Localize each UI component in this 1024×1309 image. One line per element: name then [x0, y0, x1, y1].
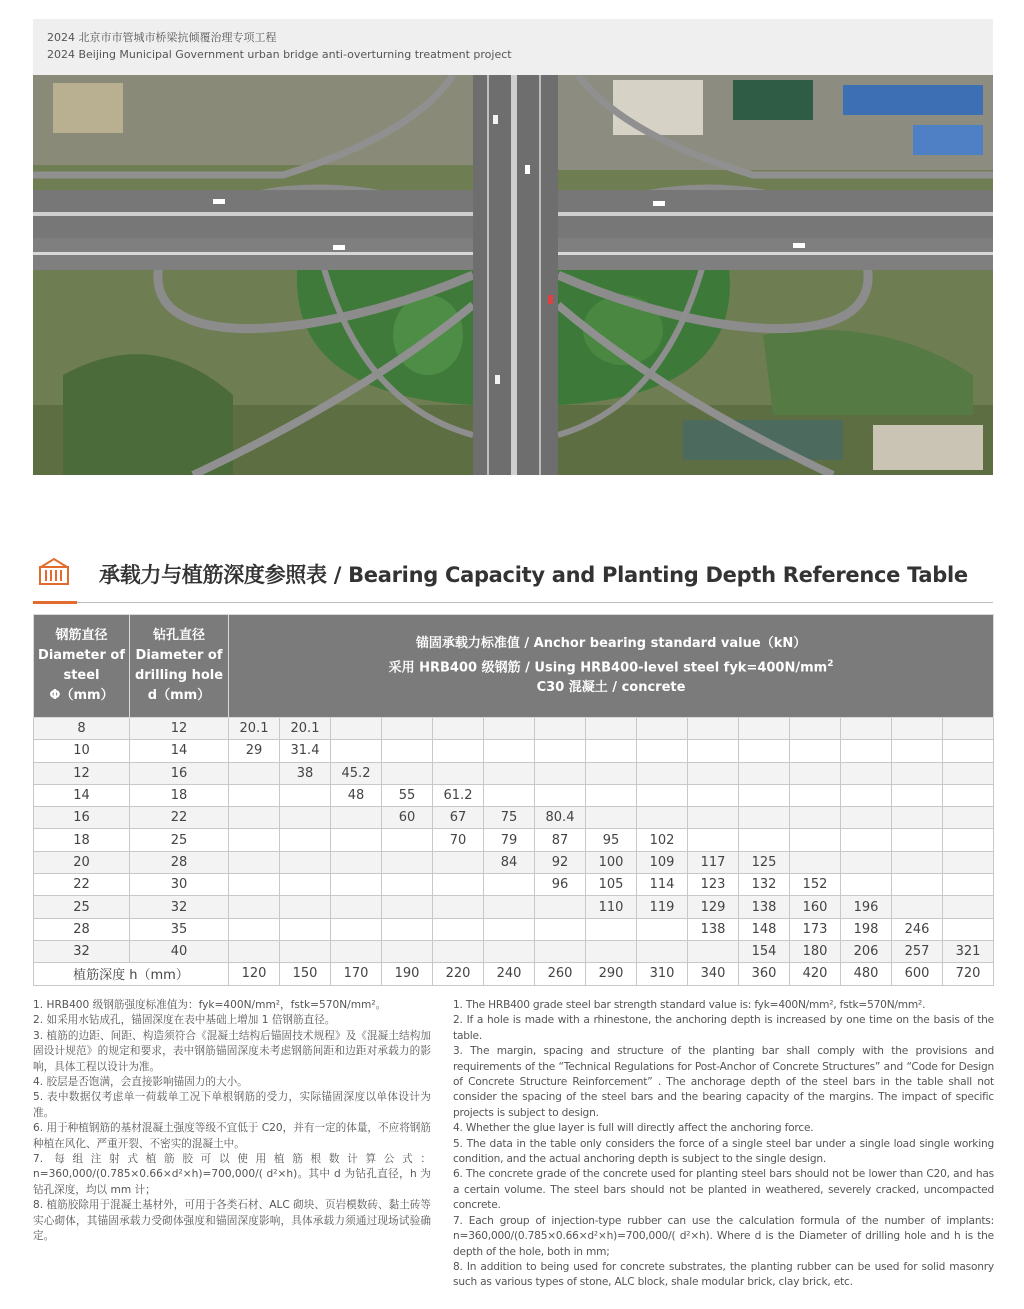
notes-chinese [33, 998, 431, 1245]
table-row [34, 762, 994, 784]
bearing-value-cell [688, 940, 739, 962]
interchange-illustration [33, 75, 993, 475]
bearing-value-cell [841, 874, 892, 896]
planting-depth-cell: 240 [484, 963, 535, 985]
bearing-value-cell [841, 851, 892, 873]
bearing-value-cell [841, 740, 892, 762]
bearing-value-cell [841, 762, 892, 784]
table-row [34, 784, 994, 806]
bearing-value-cell [535, 918, 586, 940]
bearing-value-cell: 105 [586, 874, 637, 896]
bearing-value-cell [382, 874, 433, 896]
bearing-value-cell [331, 718, 382, 740]
steel-diameter-cell: 16 [34, 807, 130, 829]
planting-depth-label: 植筋深度 h（mm） [34, 963, 229, 985]
bearing-value-cell: 110 [586, 896, 637, 918]
planting-depth-cell: 310 [637, 963, 688, 985]
note-item: 5. The data in the table only considers the force of a single steel bar under a single load single working condition, and the actual anchoring depth is subject to the single design. [453, 1137, 994, 1166]
note-item: 6. The concrete grade of the concrete used for planting steel bars should not be lower than C20, and has a certain volume. The steel bars should not be planted in weathered, severely cracked, uncompacted concrete. [453, 1168, 994, 1212]
planting-depth-cell: 340 [688, 963, 739, 985]
bearing-value-cell [892, 851, 943, 873]
bearing-value-cell: 102 [637, 829, 688, 851]
planting-depth-cell: 600 [892, 963, 943, 985]
container-icon [37, 556, 71, 586]
bearing-value-cell: 80.4 [535, 807, 586, 829]
planting-depth-cell: 720 [943, 963, 994, 985]
hole-diameter-cell: 12 [130, 718, 229, 740]
bearing-value-cell [892, 807, 943, 829]
bearing-value-cell [739, 718, 790, 740]
bearing-value-cell: 257 [892, 940, 943, 962]
bearing-value-cell [637, 918, 688, 940]
bearing-value-cell [943, 918, 994, 940]
bearing-value-cell: 129 [688, 896, 739, 918]
bearing-value-cell [841, 784, 892, 806]
bearing-value-cell: 132 [739, 874, 790, 896]
bearing-value-cell [484, 896, 535, 918]
bearing-value-cell [586, 718, 637, 740]
table-row [34, 829, 994, 851]
bearing-value-cell [943, 896, 994, 918]
bearing-value-cell [688, 762, 739, 784]
bearing-value-cell: 75 [484, 807, 535, 829]
bearing-value-cell [790, 807, 841, 829]
planting-depth-cell: 260 [535, 963, 586, 985]
header-hole-diameter [130, 615, 229, 718]
bearing-value-cell [586, 784, 637, 806]
bearing-value-cell [382, 718, 433, 740]
bearing-value-cell [331, 829, 382, 851]
bearing-value-cell [535, 762, 586, 784]
header-band [33, 19, 993, 75]
header-hole-line: Diameter of [135, 648, 223, 663]
hole-diameter-cell: 40 [130, 940, 229, 962]
planting-depth-cell: 420 [790, 963, 841, 985]
header-anchor-bearing [229, 615, 994, 718]
table-body [34, 718, 994, 986]
note-item: 6. 用于种植钢筋的基材混凝土强度等级不宜低于 C20，并有一定的体量，不应将钢筋种植在风化、严重开裂、不密实的混凝土中。 [33, 1122, 431, 1150]
bearing-value-cell [688, 829, 739, 851]
table-row [34, 807, 994, 829]
bearing-value-cell: 60 [382, 807, 433, 829]
bearing-value-cell [433, 740, 484, 762]
section-heading [33, 546, 993, 604]
planting-depth-cell: 360 [739, 963, 790, 985]
bearing-value-cell: 119 [637, 896, 688, 918]
bearing-value-cell [943, 762, 994, 784]
bearing-value-cell [790, 718, 841, 740]
table-row [34, 918, 994, 940]
notes-english [453, 998, 994, 1291]
bearing-value-cell [586, 918, 637, 940]
bearing-value-cell [943, 829, 994, 851]
note-item: 4. 胶层是否饱满，会直接影响锚固力的大小。 [33, 1076, 248, 1089]
bearing-value-cell: 180 [790, 940, 841, 962]
note-item: 2. 如采用水钻成孔，锚固深度在表中基础上增加 1 倍钢筋直径。 [33, 1014, 336, 1027]
bearing-value-cell [229, 940, 280, 962]
bearing-value-cell [382, 740, 433, 762]
bearing-value-cell: 246 [892, 918, 943, 940]
bearing-value-cell [229, 829, 280, 851]
header-steel-line: steel [63, 668, 100, 683]
bearing-value-cell [382, 918, 433, 940]
bearing-value-cell [637, 762, 688, 784]
bearing-value-cell [484, 784, 535, 806]
bearing-value-cell [382, 940, 433, 962]
hole-diameter-cell: 30 [130, 874, 229, 896]
bearing-value-cell [841, 718, 892, 740]
bearing-value-cell [382, 896, 433, 918]
note-item: 4. Whether the glue layer is full will directly affect the anchoring force. [453, 1122, 814, 1135]
planting-depth-cell: 150 [280, 963, 331, 985]
bearing-value-cell: 61.2 [433, 784, 484, 806]
bearing-value-cell [229, 784, 280, 806]
bearing-value-cell [688, 807, 739, 829]
steel-diameter-cell: 25 [34, 896, 130, 918]
bearing-value-cell [586, 762, 637, 784]
interchange-aerial-photo [33, 75, 993, 475]
table-row [34, 718, 994, 740]
bearing-value-cell [433, 718, 484, 740]
bearing-value-cell [841, 829, 892, 851]
bearing-value-cell: 87 [535, 829, 586, 851]
bearing-value-cell [637, 740, 688, 762]
bearing-value-cell: 138 [739, 896, 790, 918]
bearing-value-cell [637, 784, 688, 806]
bearing-value-cell: 196 [841, 896, 892, 918]
note-item: 7. 每组注射式植筋胶可以使用植筋根数计算公式：n=360,000/(0.785×0.66×d²×h)=700,000/( d²×h)。其中 d 为钻孔直径，h 为钻孔深度，均以 mm 计； [33, 1153, 431, 1196]
steel-diameter-cell: 22 [34, 874, 130, 896]
bearing-value-cell [382, 829, 433, 851]
bearing-value-cell [229, 918, 280, 940]
steel-diameter-cell: 12 [34, 762, 130, 784]
bearing-value-cell [229, 874, 280, 896]
bearing-value-cell [280, 807, 331, 829]
bearing-value-cell: 125 [739, 851, 790, 873]
bearing-value-cell: 117 [688, 851, 739, 873]
bearing-value-cell [790, 784, 841, 806]
bearing-value-cell [586, 807, 637, 829]
note-item: 1. The HRB400 grade steel bar strength standard value is: fyk=400N/mm², fstk=570N/mm². [453, 999, 926, 1011]
bearing-value-cell: 29 [229, 740, 280, 762]
bearing-value-cell [229, 807, 280, 829]
bearing-value-cell [433, 918, 484, 940]
bearing-value-cell [331, 940, 382, 962]
bearing-value-cell [535, 940, 586, 962]
bearing-value-cell [331, 874, 382, 896]
hole-diameter-cell: 32 [130, 896, 229, 918]
bearing-value-cell [790, 762, 841, 784]
steel-diameter-cell: 28 [34, 918, 130, 940]
table-row [34, 896, 994, 918]
bearing-value-cell: 55 [382, 784, 433, 806]
bearing-value-cell [484, 918, 535, 940]
bearing-value-cell: 67 [433, 807, 484, 829]
bearing-value-cell [331, 807, 382, 829]
bearing-value-cell [535, 784, 586, 806]
bearing-value-cell [637, 807, 688, 829]
steel-diameter-cell: 20 [34, 851, 130, 873]
steel-diameter-cell: 8 [34, 718, 130, 740]
header-steel-grade-text: 采用 HRB400 级钢筋 / Using HRB400-level steel fyk=400N/mm [388, 660, 828, 676]
bearing-value-cell [637, 718, 688, 740]
bearing-value-cell [229, 762, 280, 784]
header-hole-line: drilling hole [134, 668, 224, 683]
bearing-value-cell [280, 784, 331, 806]
bearing-value-cell: 138 [688, 918, 739, 940]
bearing-value-cell: 70 [433, 829, 484, 851]
bearing-value-cell: 114 [637, 874, 688, 896]
bearing-value-cell [433, 851, 484, 873]
bearing-value-cell [535, 896, 586, 918]
planting-depth-cell: 290 [586, 963, 637, 985]
hole-diameter-cell: 16 [130, 762, 229, 784]
bearing-value-cell [688, 718, 739, 740]
planting-depth-cell: 480 [841, 963, 892, 985]
note-item: 7. Each group of injection-type rubber can use the calculation formula of the number of implants: n=360,000/(0.785×0.66×d²×h)=700,000/( d²×h). Where d is the Diameter of drilling hole and h is the depth of the hole, both in mm; [453, 1214, 994, 1258]
table-row [34, 940, 994, 962]
bearing-value-cell [280, 829, 331, 851]
bearing-value-cell [433, 874, 484, 896]
steel-diameter-cell: 10 [34, 740, 130, 762]
bearing-value-cell [331, 918, 382, 940]
hole-diameter-cell: 18 [130, 784, 229, 806]
bearing-value-cell [484, 940, 535, 962]
bearing-value-cell [229, 896, 280, 918]
bearing-value-cell [739, 829, 790, 851]
bearing-value-cell [484, 718, 535, 740]
steel-diameter-cell: 14 [34, 784, 130, 806]
bearing-value-cell [739, 740, 790, 762]
header-steel-line: 钢筋直径 [55, 628, 108, 643]
hole-diameter-cell: 35 [130, 918, 229, 940]
note-item: 8. 植筋胶除用于混凝土基材外，可用于各类石材、ALC 砌块、页岩模数砖、黏土砖等实心砌体，其锚固承载力受砌体强度和锚固深度影响，具体承载力须通过现场试验确定。 [33, 1199, 431, 1243]
bearing-value-cell [229, 851, 280, 873]
bearing-value-cell: 198 [841, 918, 892, 940]
bearing-value-cell [943, 718, 994, 740]
bearing-value-cell [484, 762, 535, 784]
hole-diameter-cell: 14 [130, 740, 229, 762]
bearing-value-cell: 123 [688, 874, 739, 896]
bearing-value-cell: 109 [637, 851, 688, 873]
bearing-value-cell [535, 718, 586, 740]
header-hole-line: 钻孔直径 [152, 628, 205, 643]
bearing-value-cell [433, 940, 484, 962]
bearing-value-cell [586, 740, 637, 762]
bearing-value-cell [382, 851, 433, 873]
header-steel-grade-sup: 2 [827, 658, 834, 669]
bearing-value-cell: 160 [790, 896, 841, 918]
section-title: 承载力与植筋深度参照表 / Bearing Capacity and Planting Depth Reference Table [99, 563, 968, 587]
bearing-value-cell: 154 [739, 940, 790, 962]
bearing-value-cell: 84 [484, 851, 535, 873]
bearing-value-cell [280, 940, 331, 962]
bearing-value-cell: 20.1 [229, 718, 280, 740]
table-header-row [34, 615, 994, 718]
header-title-cn: 2024 北京市市管城市桥梁抗倾覆治理专项工程 [47, 31, 277, 44]
note-item: 5. 表中数据仅考虑单一荷载单工况下单根钢筋的受力，实际锚固深度以单体设计为准。 [33, 1091, 431, 1119]
bearing-value-cell [739, 784, 790, 806]
bearing-value-cell [790, 829, 841, 851]
hole-diameter-cell: 25 [130, 829, 229, 851]
bearing-value-cell: 92 [535, 851, 586, 873]
bearing-value-cell: 31.4 [280, 740, 331, 762]
bearing-value-cell [790, 740, 841, 762]
bearing-value-cell [331, 896, 382, 918]
bearing-value-cell: 173 [790, 918, 841, 940]
bearing-value-cell [331, 740, 382, 762]
note-item: 8. In addition to being used for concrete substrates, the planting rubber can be used for solid masonry such as various types of stone, ALC block, shale modular brick, clay brick, etc. [453, 1260, 994, 1289]
bearing-value-cell [790, 851, 841, 873]
planting-depth-cell: 220 [433, 963, 484, 985]
bearing-value-cell [331, 851, 382, 873]
note-item: 3. 植筋的边距、间距、构造须符合《混凝土结构后锚固技术规程》及《混凝土结构加固设计规范》的规定和要求，表中钢筋锚固深度未考虑钢筋间距和边距对承载力的影响，具体工程以设计为准。 [33, 1029, 431, 1073]
bearing-value-cell [739, 762, 790, 784]
bearing-value-cell: 206 [841, 940, 892, 962]
bearing-value-cell: 152 [790, 874, 841, 896]
header-anchor-title: 锚固承载力标准值 / Anchor bearing standard value（kN） [415, 635, 807, 651]
header-steel-line: Φ（mm） [49, 688, 114, 703]
bearing-value-cell [841, 807, 892, 829]
bearing-value-cell [280, 918, 331, 940]
table-row [34, 851, 994, 873]
bearing-value-cell [688, 784, 739, 806]
bearing-value-cell [688, 740, 739, 762]
planting-depth-cell: 170 [331, 963, 382, 985]
bearing-value-cell [637, 940, 688, 962]
steel-diameter-cell: 32 [34, 940, 130, 962]
bearing-value-cell [586, 940, 637, 962]
bearing-value-cell: 100 [586, 851, 637, 873]
section-divider [33, 602, 993, 603]
bearing-value-cell: 321 [943, 940, 994, 962]
header-steel-line: Diameter of [38, 648, 125, 663]
steel-diameter-cell: 18 [34, 829, 130, 851]
bearing-value-cell: 20.1 [280, 718, 331, 740]
bearing-value-cell [433, 896, 484, 918]
bearing-value-cell: 45.2 [331, 762, 382, 784]
planting-depth-row [34, 963, 994, 985]
table-row [34, 874, 994, 896]
bearing-value-cell [892, 740, 943, 762]
hole-diameter-cell: 28 [130, 851, 229, 873]
bearing-value-cell [433, 762, 484, 784]
bearing-value-cell: 148 [739, 918, 790, 940]
bearing-value-cell [943, 784, 994, 806]
bearing-value-cell [280, 851, 331, 873]
note-item: 3. The margin, spacing and structure of the planting bar shall comply with the provisions and requirements of the “Technical Regulations for Post-Anchor of Concrete Structures” and “Code for Design of Concrete Structure Reinforcement” . The anchorage depth of the steel bars in the table shall not consider the spacing of the steel bars and the bearing capacity of the margins. The impact of specific projects is subject to design. [453, 1045, 994, 1119]
note-item: 2. If a hole is made with a rhinestone, the anchoring depth is increased by one time on the basis of the table. [453, 1014, 994, 1042]
bearing-value-cell [892, 784, 943, 806]
bearing-value-cell [484, 874, 535, 896]
header-title-en: 2024 Beijing Municipal Government urban bridge anti-overturning treatment project [47, 48, 512, 61]
bearing-value-cell [382, 762, 433, 784]
bearing-value-cell: 79 [484, 829, 535, 851]
bearing-value-cell [892, 762, 943, 784]
header-hole-line: d（mm） [147, 688, 211, 703]
bearing-value-cell [892, 896, 943, 918]
header-steel-diameter [34, 615, 130, 718]
bearing-value-cell [943, 851, 994, 873]
bearing-value-cell: 38 [280, 762, 331, 784]
bearing-value-cell [892, 874, 943, 896]
bearing-value-cell [535, 740, 586, 762]
bearing-value-cell [943, 807, 994, 829]
bearing-value-cell: 95 [586, 829, 637, 851]
reference-table [33, 614, 994, 986]
bearing-value-cell: 48 [331, 784, 382, 806]
planting-depth-cell: 120 [229, 963, 280, 985]
planting-depth-cell: 190 [382, 963, 433, 985]
header-steel-grade [229, 654, 993, 678]
bearing-value-cell [280, 874, 331, 896]
bearing-value-cell [484, 740, 535, 762]
hole-diameter-cell: 22 [130, 807, 229, 829]
note-item: 1. HRB400 级钢筋强度标准值为：fyk=400N/mm²，fstk=570N/mm²。 [33, 999, 387, 1011]
table-row [34, 740, 994, 762]
bearing-value-cell [943, 874, 994, 896]
section-divider-accent [33, 601, 77, 604]
header-concrete: C30 混凝土 / concrete [536, 680, 686, 696]
bearing-value-cell [892, 829, 943, 851]
bearing-value-cell [943, 740, 994, 762]
bearing-value-cell [892, 718, 943, 740]
bearing-value-cell [280, 896, 331, 918]
bearing-value-cell: 96 [535, 874, 586, 896]
bearing-value-cell [739, 807, 790, 829]
